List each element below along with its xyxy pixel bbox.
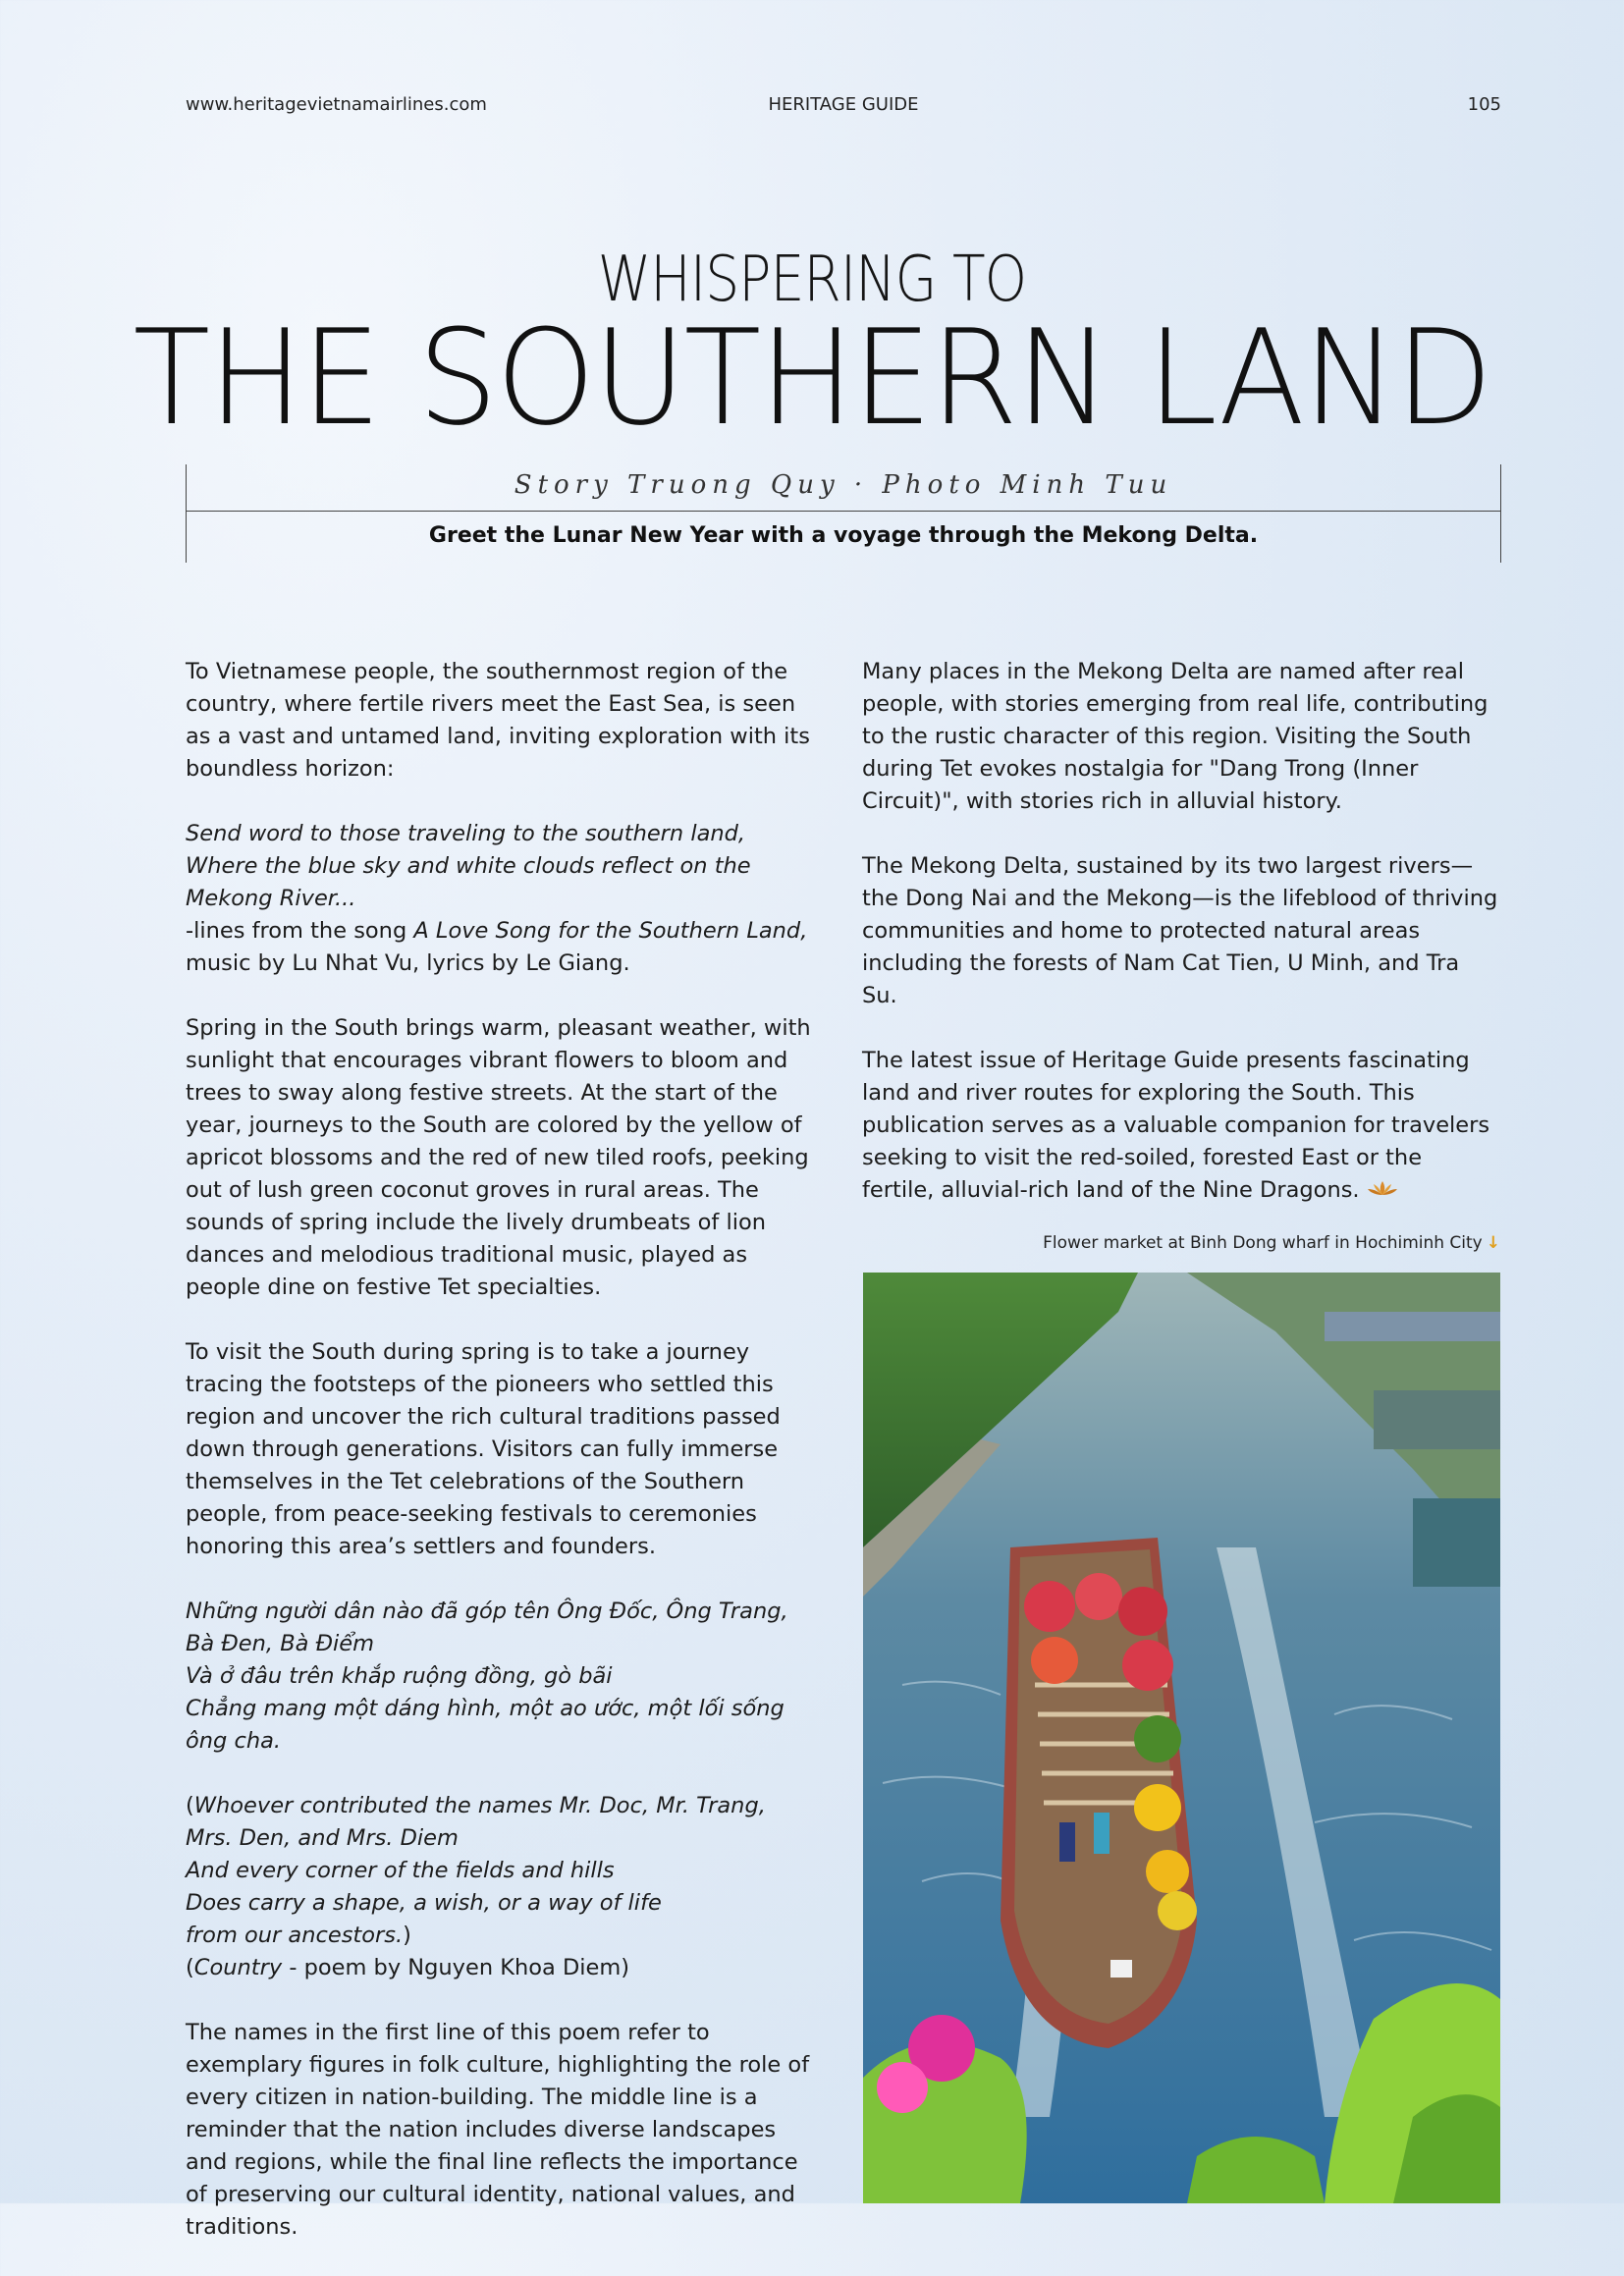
article-title: THE SOUTHERN LAND [133, 301, 1491, 455]
poem-line: from our ancestors.) [186, 1923, 411, 1948]
quote-line: Mekong River... [186, 886, 356, 911]
poem-vietnamese [186, 1596, 824, 1758]
poem-line: And every corner of the fields and hills [186, 1858, 615, 1883]
photo-caption: Flower market at Binh Dong wharf in Hochiminh City ↓ [1043, 1233, 1500, 1253]
quote-line: Where the blue sky and white clouds reflect on the [186, 853, 751, 879]
poem-translation [186, 1790, 824, 1984]
poem-line: Và ở đâu trên khắp ruộng đồng, gò bãi [186, 1663, 613, 1689]
byline-box [186, 464, 1501, 563]
paragraph: To Vietnamese people, the southernmost region of the country, where fertile rivers meet the East Sea, is seen as a vast and untamed land, inviting exploration with its boundless horizon: [186, 659, 810, 782]
website-url[interactable]: www.heritagevietnamairlines.com [186, 94, 487, 115]
poem-line: Mrs. Den, and Mrs. Diem [186, 1825, 459, 1851]
lotus-icon [1366, 1174, 1399, 1207]
paragraph: Spring in the South brings warm, pleasant weather, with sunlight that encourages vibrant flowers to bloom and trees to sway along festive streets. At the start of the year, journeys to the South are colored by the yellow of apricot blossoms and the red of new tiled roofs, peeking out of lush green coconut groves in rural areas. The sounds of spring include the lively drumbeats of lion dances and melodious traditional music, played as people dine on festive Tet specialties. [186, 1015, 811, 1300]
poem-credit: (Country - poem by Nguyen Khoa Diem) [186, 1955, 630, 1980]
song-credit: -lines from the song A Love Song for the Southern Land, music by Lu Nhat Vu, lyrics by Le Giang. [186, 918, 808, 976]
paragraph: The latest issue of Heritage Guide presents fascinating land and river routes for exploring the South. This publication serves as a valuable companion for travelers seeking to visit the red-soiled, forested East or the fertile, alluvial-rich land of the Nine Dragons. [862, 1045, 1500, 1207]
flower-market-photo [863, 1273, 1500, 2203]
paragraph: The Mekong Delta, sustained by its two largest rivers—the Dong Nai and the Mekong—is the lifeblood of thriving communities and home to protected natural areas including the forests of Nam Cat Tien, U Minh, and Tra Su. [862, 853, 1498, 1008]
poem-line: Chẳng mang một dáng hình, một ao ước, một lối sống ông cha. [186, 1696, 785, 1754]
poem-line: Bà Đen, Bà Điểm [186, 1631, 375, 1656]
page-number: 105 [1467, 94, 1501, 115]
poem-line: Does carry a shape, a wish, or a way of life [186, 1890, 662, 1916]
paragraph: To visit the South during spring is to take a journey tracing the footsteps of the pioneers who settled this region and uncover the rich cultural traditions passed down through generations. Visitors can fully immerse themselves in the Tet celebrations of the Southern people, from peace-seeking festivals to ceremonies honoring this area’s settlers and founders. [186, 1339, 781, 1559]
article-deck: Greet the Lunar New Year with a voyage through the Mekong Delta. [428, 523, 1259, 548]
divider-rule [187, 511, 1500, 512]
poem-line: (Whoever contributed the names Mr. Doc, Mr. Trang, [186, 1793, 766, 1818]
poem-title: Country [193, 1955, 283, 1980]
right-column [862, 656, 1500, 1239]
paragraph: Many places in the Mekong Delta are named after real people, with stories emerging from real life, contributing to the rustic character of this region. Visiting the South during Tet evokes nostalgia for "Dang Trong (Inner Circuit)", with stories rich in alluvial history. [862, 659, 1489, 814]
poem-line: Những người dân nào đã góp tên Ông Đốc, Ông Trang, [186, 1599, 788, 1624]
song-title: A Love Song for the Southern Land, [413, 918, 808, 944]
section-label: HERITAGE GUIDE [768, 94, 919, 115]
song-quote [186, 818, 824, 980]
paragraph: The names in the first line of this poem refer to exemplary figures in folk culture, highlighting the role of every citizen in nation-building. The middle line is a reminder that the nation includes diverse landscapes and regions, while the final line reflects the importance of preserving our cultural identity, national values, and traditions. [186, 2020, 810, 2240]
running-header [186, 94, 1501, 120]
byline: Story Truong Quy · Photo Minh Tuu [514, 470, 1173, 500]
arrow-down-icon: ↓ [1486, 1233, 1500, 1253]
left-column [186, 656, 824, 2276]
article-kicker: WHISPERING TO [597, 244, 1027, 316]
quote-line: Send word to those traveling to the southern land, [186, 821, 746, 846]
